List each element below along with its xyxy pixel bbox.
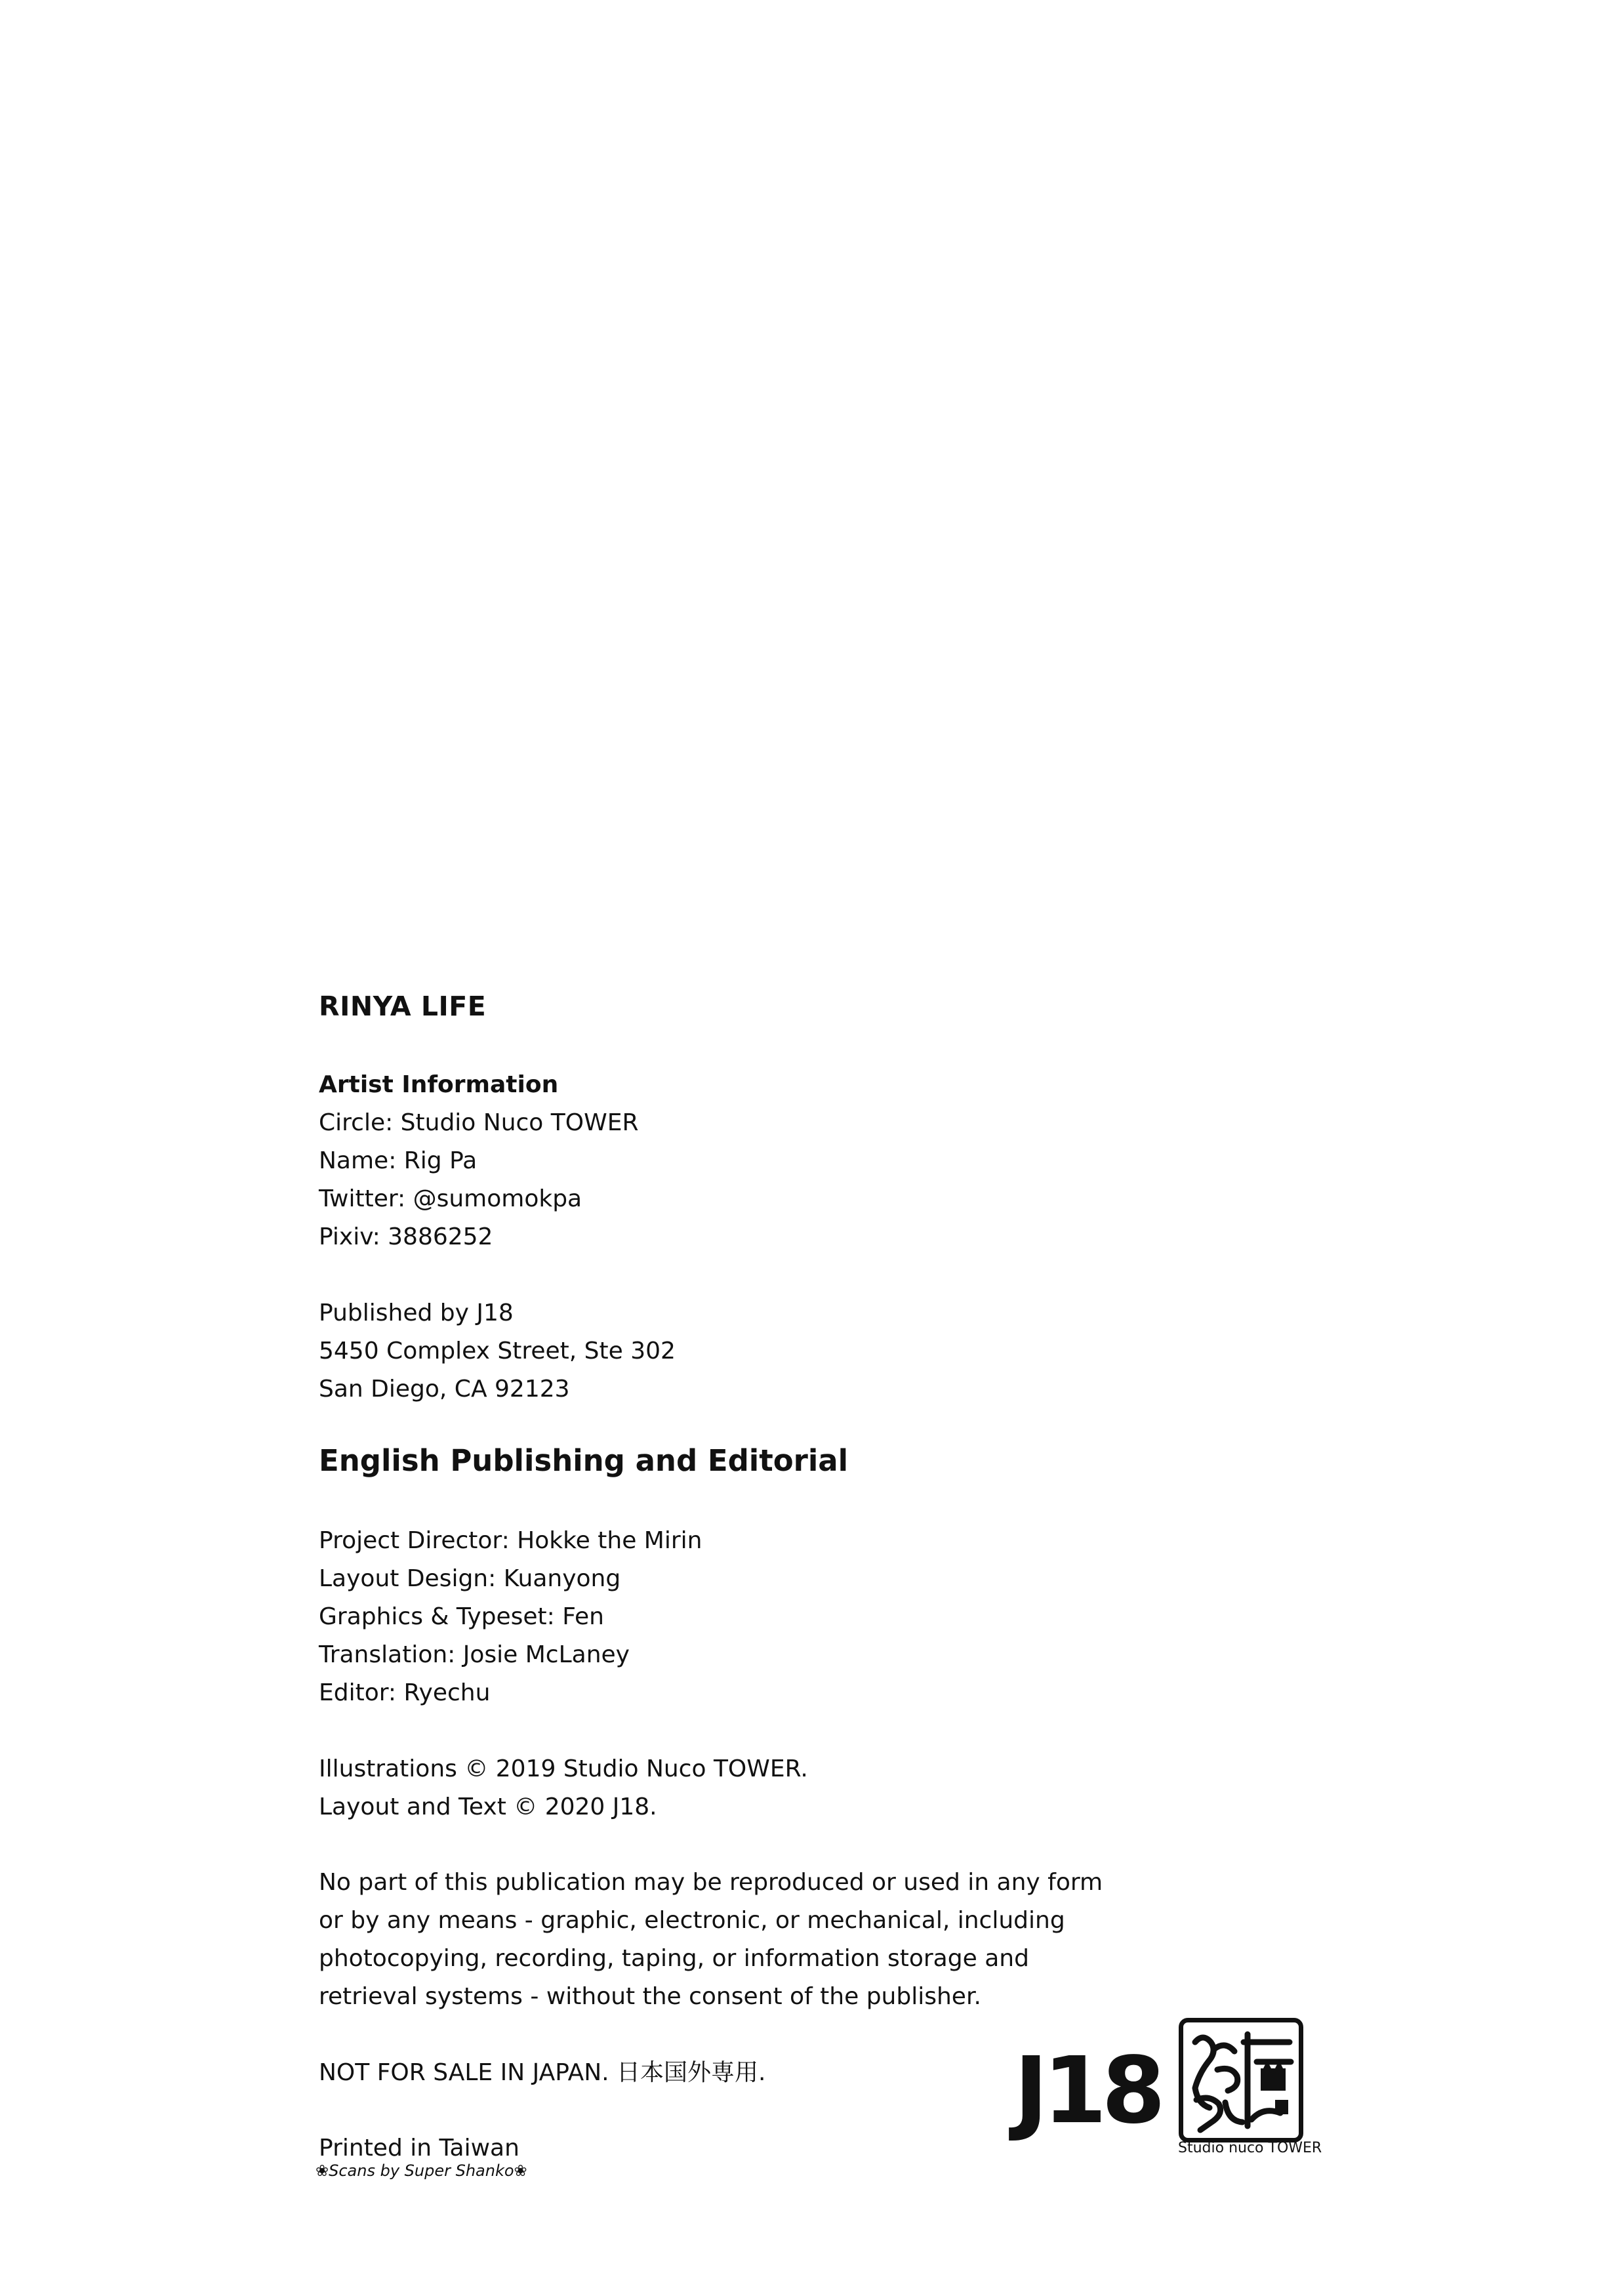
credit-graphics-typeset: Graphics & Typeset: Fen [319, 1603, 604, 1630]
title-text: RINYA LIFE [319, 991, 487, 1022]
studio-seal-icon [1179, 2018, 1303, 2142]
j18-logo: J18 [1014, 2038, 1160, 2144]
english-publishing-heading: English Publishing and Editorial [319, 1443, 849, 1478]
credit-layout-design: Layout Design: Kuanyong [319, 1565, 621, 1592]
printed-in-notice: Printed in Taiwan [319, 2135, 519, 2162]
publisher-city: San Diego, CA 92123 [319, 1376, 570, 1403]
english-publishing-section [319, 1522, 702, 1712]
publisher-name: Published by J18 [319, 1300, 514, 1326]
not-for-sale-notice: NOT FOR SALE IN JAPAN. 日本国外専用. [319, 2059, 766, 2086]
english-publishing-heading-block [319, 1441, 848, 1481]
artist-information-section [319, 1066, 638, 1256]
credit-translation: Translation: Josie McLaney [319, 1641, 630, 1668]
rights-notice [319, 1864, 1103, 2016]
credit-project-director: Project Director: Hokke the Mirin [319, 1527, 702, 1554]
rights-line: retrieval systems - without the consent of the publisher. [319, 1983, 981, 2010]
book-title [319, 987, 486, 1025]
not-for-sale-block [319, 2054, 766, 2092]
artist-pixiv: Pixiv: 3886252 [319, 1223, 493, 1250]
publisher-street: 5450 Complex Street, Ste 302 [319, 1338, 676, 1364]
publisher-section [319, 1294, 676, 1408]
copyright-section [319, 1750, 808, 1826]
studio-caption: Studio nuco TOWER [1178, 2140, 1322, 2156]
artist-name: Name: Rig Pa [319, 1147, 478, 1174]
artist-circle: Circle: Studio Nuco TOWER [319, 1109, 639, 1136]
rights-line: No part of this publication may be reproduced or used in any form [319, 1869, 1103, 1896]
artist-info-heading: Artist Information [319, 1071, 559, 1098]
rights-line: photocopying, recording, taping, or information storage and [319, 1945, 1029, 1972]
copyright-illustrations: Illustrations © 2019 Studio Nuco TOWER. [319, 1755, 808, 1782]
studio-seal-glyph-icon [1183, 2022, 1299, 2138]
copyright-layout-text: Layout and Text © 2020 J18. [319, 1794, 657, 1820]
credit-editor: Editor: Ryechu [319, 1679, 491, 1706]
scans-credit: ❀Scans by Super Shanko❀ [315, 2162, 527, 2180]
artist-twitter: Twitter: @sumomokpa [319, 1185, 582, 1212]
rights-line: or by any means - graphic, electronic, or mechanical, including [319, 1907, 1065, 1934]
